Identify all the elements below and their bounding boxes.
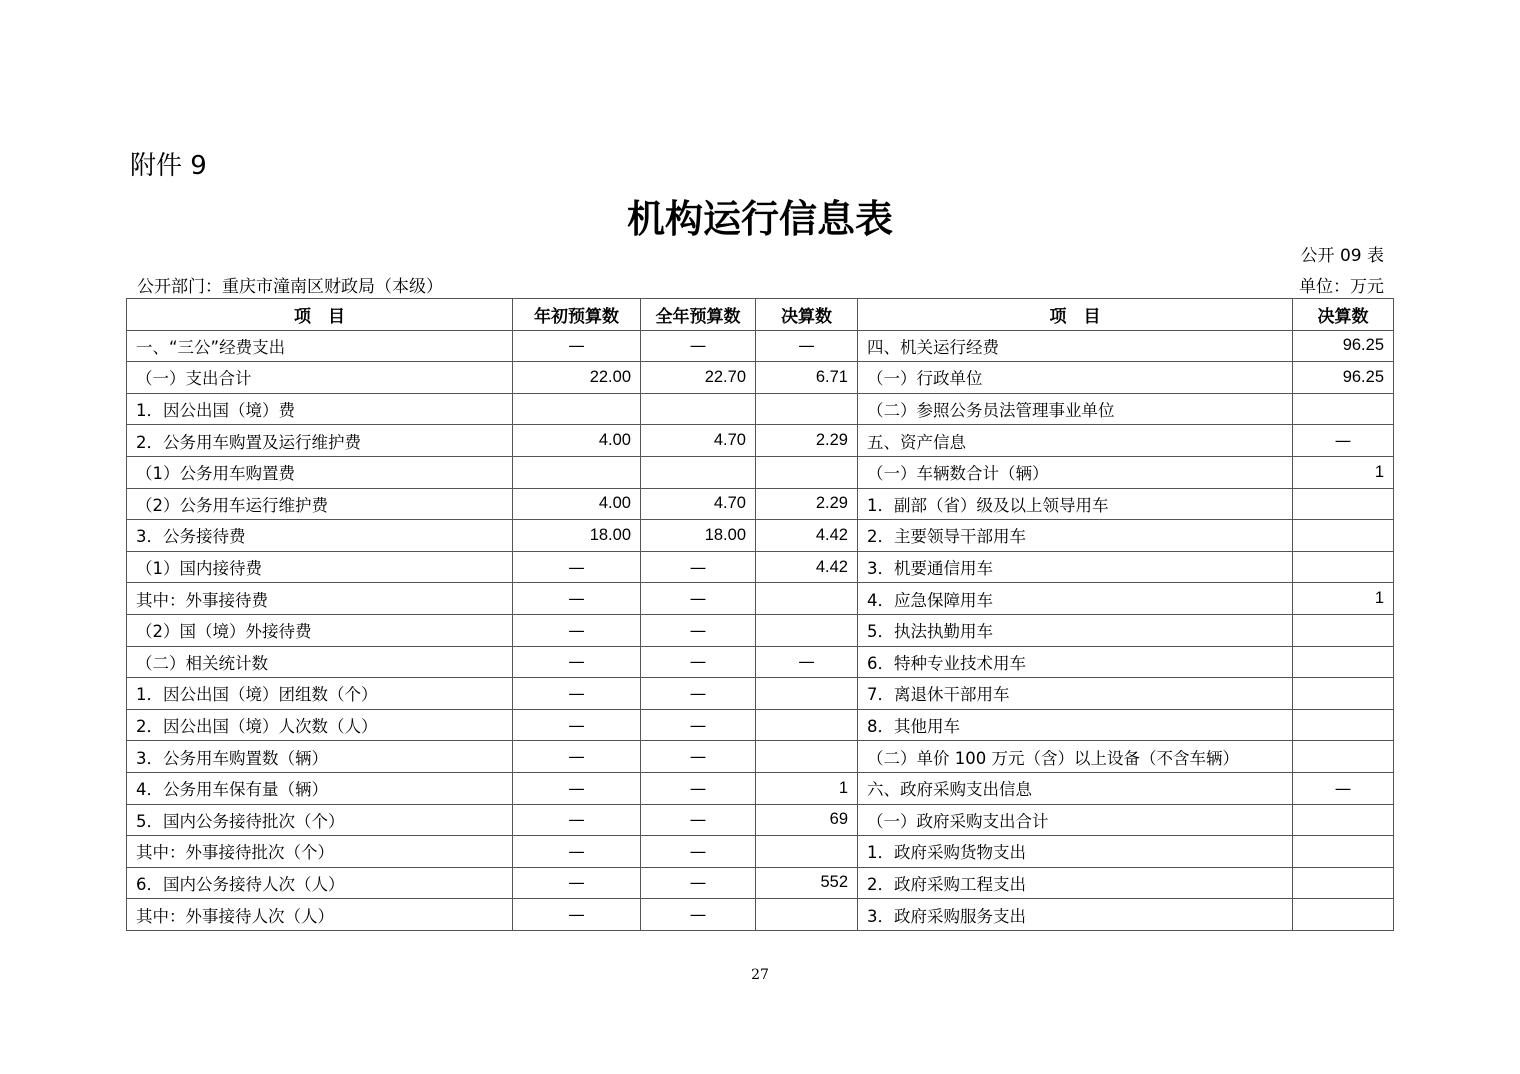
row-item-right-cell: 2．政府采购工程支出: [858, 867, 1293, 899]
row-full-budget-cell: —: [641, 867, 756, 899]
table-row: [127, 678, 1394, 710]
table-row: [127, 804, 1394, 836]
row-final-right-cell: 1: [1293, 583, 1394, 615]
row-full-budget-cell: —: [641, 899, 756, 931]
row-final-right-cell: [1293, 520, 1394, 552]
row-item-left-cell: 1．因公出国（境）费: [127, 393, 513, 425]
department-label: 公开部门：重庆市潼南区财政局（本级）: [137, 277, 443, 297]
row-item-right-cell: 8．其他用车: [858, 709, 1293, 741]
row-item-left-cell: 其中：外事接待批次（个）: [127, 836, 513, 868]
row-final-left-cell: [756, 614, 858, 646]
row-initial-budget-cell: —: [513, 551, 641, 583]
row-item-left-cell: 1．因公出国（境）团组数（个）: [127, 678, 513, 710]
row-initial-budget-cell: —: [513, 330, 641, 362]
row-initial-budget-cell: —: [513, 646, 641, 678]
row-item-right-cell: 1．副部（省）级及以上领导用车: [858, 488, 1293, 520]
table-row: [127, 709, 1394, 741]
row-final-left-cell: [756, 709, 858, 741]
row-final-left-cell: 552: [756, 867, 858, 899]
row-item-left-cell: （1）国内接待费: [127, 551, 513, 583]
table-row: [127, 362, 1394, 394]
row-item-left-cell: 5．国内公务接待批次（个）: [127, 804, 513, 836]
row-full-budget-cell: —: [641, 772, 756, 804]
row-full-budget-cell: —: [641, 551, 756, 583]
row-initial-budget-cell: —: [513, 836, 641, 868]
row-final-right-cell: [1293, 741, 1394, 773]
row-final-left-cell: [756, 836, 858, 868]
row-initial-budget-cell: [513, 393, 641, 425]
row-item-right-cell: （二）单价 100 万元（含）以上设备（不含车辆）: [858, 741, 1293, 773]
row-full-budget-cell: —: [641, 330, 756, 362]
row-final-left-cell: —: [756, 330, 858, 362]
row-final-left-cell: [756, 899, 858, 931]
row-full-budget-cell: [641, 393, 756, 425]
row-final-right-cell: —: [1293, 425, 1394, 457]
row-initial-budget-cell: —: [513, 804, 641, 836]
row-initial-budget-cell: —: [513, 772, 641, 804]
row-initial-budget-cell: —: [513, 614, 641, 646]
row-final-right-cell: [1293, 836, 1394, 868]
col-header-item-left: 项 目: [127, 299, 513, 331]
row-item-right-cell: 五、资产信息: [858, 425, 1293, 457]
row-full-budget-cell: —: [641, 583, 756, 615]
row-item-right-cell: 6．特种专业技术用车: [858, 646, 1293, 678]
page-title: 机构运行信息表: [626, 196, 893, 241]
table-code: 公开 09 表: [1300, 246, 1384, 266]
row-initial-budget-cell: —: [513, 899, 641, 931]
row-full-budget-cell: —: [641, 836, 756, 868]
row-final-right-cell: 96.25: [1293, 330, 1394, 362]
row-item-right-cell: （一）车辆数合计（辆）: [858, 456, 1293, 488]
table-row: [127, 646, 1394, 678]
row-final-right-cell: [1293, 646, 1394, 678]
unit-label: 单位：万元: [1299, 277, 1384, 297]
row-initial-budget-cell: —: [513, 678, 641, 710]
row-final-right-cell: [1293, 899, 1394, 931]
row-initial-budget-cell: [513, 456, 641, 488]
row-item-left-cell: 6．国内公务接待人次（人）: [127, 867, 513, 899]
row-initial-budget-cell: —: [513, 741, 641, 773]
row-final-left-cell: [756, 741, 858, 773]
row-full-budget-cell: —: [641, 709, 756, 741]
row-item-right-cell: 5．执法执勤用车: [858, 614, 1293, 646]
row-full-budget-cell: 4.70: [641, 425, 756, 457]
row-item-left-cell: 3．公务接待费: [127, 520, 513, 552]
row-full-budget-cell: —: [641, 614, 756, 646]
row-final-left-cell: 2.29: [756, 488, 858, 520]
row-final-right-cell: [1293, 393, 1394, 425]
row-initial-budget-cell: 4.00: [513, 488, 641, 520]
row-full-budget-cell: —: [641, 741, 756, 773]
row-item-left-cell: （一）支出合计: [127, 362, 513, 394]
row-final-left-cell: 69: [756, 804, 858, 836]
col-header-final-left: 决算数: [756, 299, 858, 331]
table-row: [127, 614, 1394, 646]
page-number: 27: [751, 967, 769, 983]
row-item-right-cell: 2．主要领导干部用车: [858, 520, 1293, 552]
row-item-right-cell: （一）政府采购支出合计: [858, 804, 1293, 836]
row-item-left-cell: 2．因公出国（境）人次数（人）: [127, 709, 513, 741]
row-final-right-cell: [1293, 804, 1394, 836]
row-final-left-cell: [756, 393, 858, 425]
row-item-left-cell: 4．公务用车保有量（辆）: [127, 772, 513, 804]
row-item-left-cell: 2．公务用车购置及运行维护费: [127, 425, 513, 457]
col-header-initial-budget: 年初预算数: [513, 299, 641, 331]
row-final-right-cell: [1293, 614, 1394, 646]
row-item-left-cell: （2）公务用车运行维护费: [127, 488, 513, 520]
row-full-budget-cell: 18.00: [641, 520, 756, 552]
row-item-left-cell: 其中：外事接待人次（人）: [127, 899, 513, 931]
row-item-left-cell: （2）国（境）外接待费: [127, 614, 513, 646]
table-row: [127, 899, 1394, 931]
row-item-left-cell: （1）公务用车购置费: [127, 456, 513, 488]
row-final-left-cell: 2.29: [756, 425, 858, 457]
row-final-right-cell: [1293, 678, 1394, 710]
row-initial-budget-cell: —: [513, 709, 641, 741]
table-row: [127, 772, 1394, 804]
row-final-right-cell: 96.25: [1293, 362, 1394, 394]
row-item-right-cell: 3．机要通信用车: [858, 551, 1293, 583]
row-final-left-cell: 1: [756, 772, 858, 804]
table-row: [127, 393, 1394, 425]
row-final-left-cell: 6.71: [756, 362, 858, 394]
row-final-left-cell: [756, 583, 858, 615]
table-row: [127, 836, 1394, 868]
row-initial-budget-cell: —: [513, 583, 641, 615]
row-full-budget-cell: —: [641, 646, 756, 678]
row-item-left-cell: 其中：外事接待费: [127, 583, 513, 615]
row-item-right-cell: 四、机关运行经费: [858, 330, 1293, 362]
row-item-right-cell: （一）行政单位: [858, 362, 1293, 394]
row-item-left-cell: 一、“三公”经费支出: [127, 330, 513, 362]
row-full-budget-cell: —: [641, 804, 756, 836]
row-full-budget-cell: —: [641, 678, 756, 710]
row-final-left-cell: 4.42: [756, 520, 858, 552]
row-final-right-cell: —: [1293, 772, 1394, 804]
row-full-budget-cell: [641, 456, 756, 488]
row-initial-budget-cell: 18.00: [513, 520, 641, 552]
table-row: [127, 488, 1394, 520]
table-row: [127, 741, 1394, 773]
table-row: [127, 583, 1394, 615]
row-full-budget-cell: 4.70: [641, 488, 756, 520]
row-initial-budget-cell: —: [513, 867, 641, 899]
row-item-right-cell: 六、政府采购支出信息: [858, 772, 1293, 804]
col-header-item-right: 项 目: [858, 299, 1293, 331]
col-header-full-budget: 全年预算数: [641, 299, 756, 331]
table-row: [127, 456, 1394, 488]
row-final-left-cell: 4.42: [756, 551, 858, 583]
row-final-left-cell: [756, 678, 858, 710]
row-final-left-cell: [756, 456, 858, 488]
row-full-budget-cell: 22.70: [641, 362, 756, 394]
row-item-left-cell: 3．公务用车购置数（辆）: [127, 741, 513, 773]
row-item-right-cell: 4．应急保障用车: [858, 583, 1293, 615]
table-row: [127, 330, 1394, 362]
table-row: [127, 425, 1394, 457]
row-final-right-cell: [1293, 867, 1394, 899]
row-final-right-cell: [1293, 709, 1394, 741]
info-table: [126, 298, 1394, 931]
col-header-final-right: 决算数: [1293, 299, 1394, 331]
table-row: [127, 867, 1394, 899]
row-final-right-cell: [1293, 488, 1394, 520]
row-final-right-cell: 1: [1293, 456, 1394, 488]
row-final-right-cell: [1293, 551, 1394, 583]
table-row: [127, 520, 1394, 552]
row-item-right-cell: 3．政府采购服务支出: [858, 899, 1293, 931]
attachment-label: 附件 9: [130, 151, 207, 181]
row-initial-budget-cell: 22.00: [513, 362, 641, 394]
row-initial-budget-cell: 4.00: [513, 425, 641, 457]
row-item-left-cell: （二）相关统计数: [127, 646, 513, 678]
row-item-right-cell: （二）参照公务员法管理事业单位: [858, 393, 1293, 425]
table-header-row: [127, 299, 1394, 331]
row-final-left-cell: —: [756, 646, 858, 678]
row-item-right-cell: 1．政府采购货物支出: [858, 836, 1293, 868]
row-item-right-cell: 7．离退休干部用车: [858, 678, 1293, 710]
table-row: [127, 551, 1394, 583]
